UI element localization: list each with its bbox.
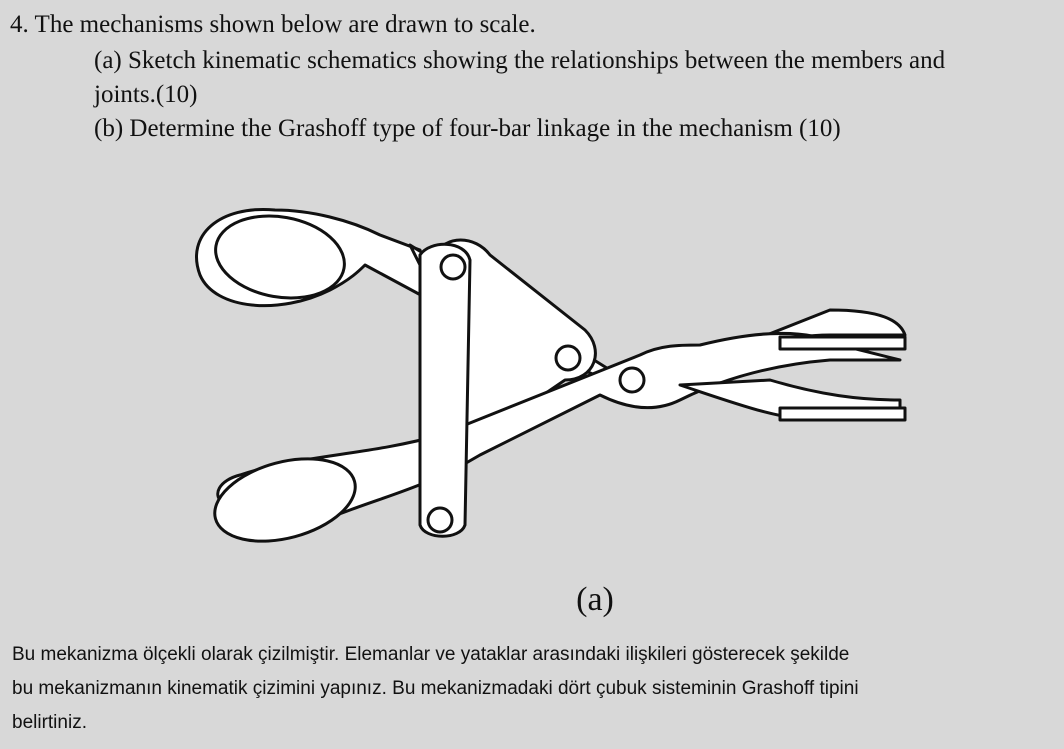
pliers-mechanism-figure: [180, 195, 920, 545]
turkish-text-line3: belirtiniz.: [12, 712, 87, 733]
figure-label: (a): [576, 581, 614, 618]
turkish-text-line2: bu mekanizmanın kinematik çizimini yapınız. Bu mekanizmadaki dört çubuk sisteminin Grashoff tipini: [12, 678, 859, 699]
pivot-joint-jaw: [620, 368, 644, 392]
vertical-link: [420, 244, 470, 536]
upper-jaw-tip: [780, 337, 905, 349]
pivot-joint-middle: [556, 346, 580, 370]
question-title: 4. The mechanisms shown below are drawn to scale.: [10, 11, 536, 38]
pivot-joint-bottom: [428, 508, 452, 532]
question-part-a-line2: joints.(10): [94, 81, 198, 108]
pivot-joint-top: [441, 255, 465, 279]
question-part-a-line1: (a) Sketch kinematic schematics showing the relationships between the members and: [94, 47, 946, 74]
lower-jaw-tip: [780, 408, 905, 420]
question-part-b: (b) Determine the Grashoff type of four-bar linkage in the mechanism (10): [94, 115, 841, 142]
turkish-text-line1: Bu mekanizma ölçekli olarak çizilmiştir. Elemanlar ve yataklar arasındaki ilişkileri gösterecek şekilde: [12, 644, 850, 665]
